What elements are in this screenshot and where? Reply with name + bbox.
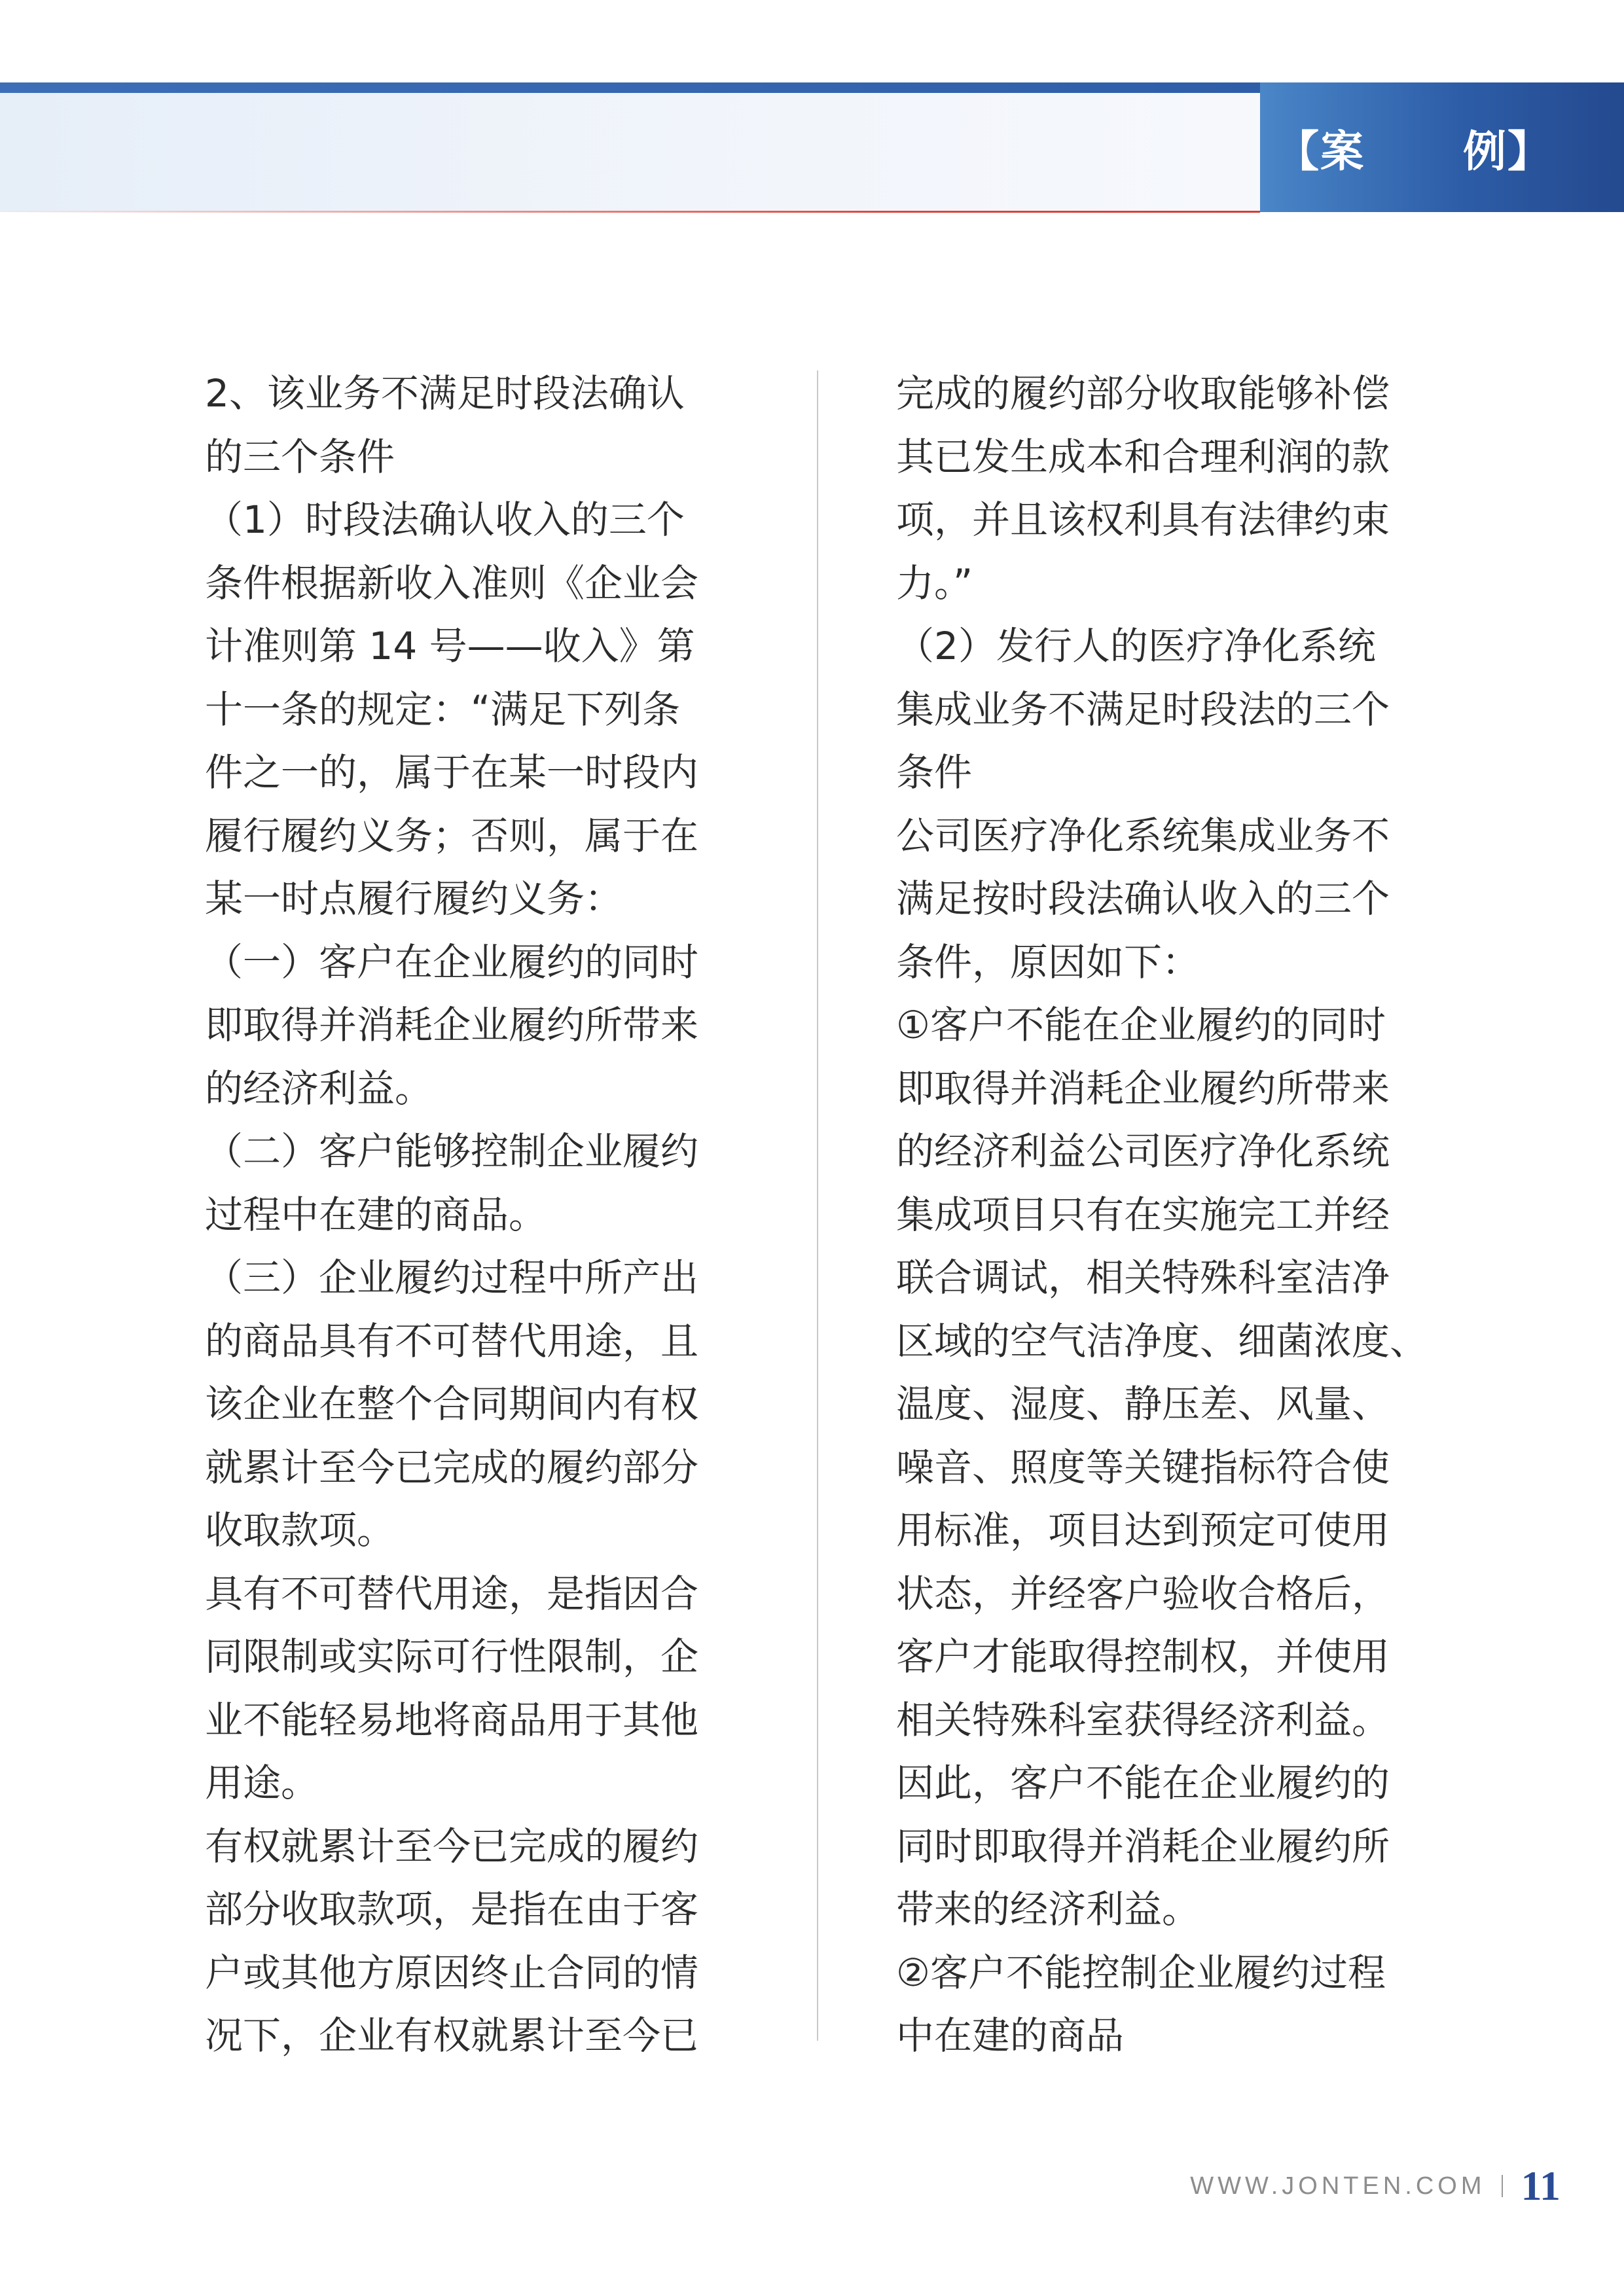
text-line: 收取款项。 [205,1508,395,1552]
text-line: 联合调试，相关特殊科室洁净 [896,1255,1390,1300]
column-divider [817,370,818,2041]
text-line: （一）客户在企业履约的同时 [205,939,699,984]
text-line: 噪音、照度等关键指标符合使 [896,1444,1390,1490]
left-text-column [205,362,715,2068]
text-line: 区域的空气洁净度、细菌浓度、 [896,1318,1428,1363]
text-line: 某一时点履行履约义务： [205,876,623,921]
text-line: 过程中在建的商品。 [205,1192,547,1237]
text-line: 条件 [896,750,973,795]
text-line: （三）企业履约过程中所产出 [205,1255,699,1300]
text-line: 的商品具有不可替代用途，且 [205,1318,699,1363]
text-line: ①客户不能在企业履约的同时 [896,1003,1386,1047]
text-line: 力。” [896,560,973,605]
text-line: 件之一的，属于在某一时段内 [205,750,699,795]
text-line: ②客户不能控制企业履约过程 [896,1950,1386,1995]
text-line: （1）时段法确认收入的三个 [205,497,685,542]
text-line: 即取得并消耗企业履约所带来 [205,1003,699,1047]
text-line: 该企业在整个合同期间内有权 [205,1382,699,1426]
text-line: 户或其他方原因终止合同的情 [205,1950,699,1995]
text-line: 业不能轻易地将商品用于其他 [205,1697,699,1742]
footer-separator [1502,2175,1503,2197]
page-footer [1190,2160,1561,2212]
text-line: 计准则第 14 号——收入》第 [205,624,695,668]
text-line: 就累计至今已完成的履约部分 [205,1444,699,1490]
text-line: 中在建的商品 [896,2013,1125,2058]
text-line: 集成项目只有在实施完工并经 [896,1192,1390,1237]
text-line: 满足按时段法确认收入的三个 [896,876,1390,921]
page-number: 11 [1521,2162,1561,2209]
footer-website: WWW.JONTEN.COM [1190,2172,1486,2200]
text-line: 带来的经济利益。 [896,1887,1200,1931]
text-line: 其已发生成本和合理利润的款 [896,434,1390,479]
text-line: 公司医疗净化系统集成业务不 [896,813,1390,858]
text-line: 用途。 [205,1761,319,1805]
text-line: 履行履约义务；否则，属于在 [205,813,699,858]
text-line: （二）客户能够控制企业履约 [205,1129,699,1174]
right-text-column [896,362,1428,2068]
text-line: 十一条的规定：“满足下列条 [205,687,681,732]
text-line: 2、该业务不满足时段法确认 [205,371,685,416]
text-line: 况下，企业有权就累计至今已 [205,2013,699,2058]
header-accent-rule [0,211,1260,213]
text-line: 集成业务不满足时段法的三个 [896,687,1390,732]
text-line: 即取得并消耗企业履约所带来 [896,1066,1390,1111]
text-line: 条件，原因如下： [896,939,1200,984]
text-line: 客户才能取得控制权，并使用 [896,1634,1390,1679]
header-band [0,82,1260,212]
text-line: 部分收取款项，是指在由于客 [205,1887,699,1931]
header-top-rule [0,82,1260,93]
text-line: 的经济利益公司医疗净化系统 [896,1129,1390,1174]
section-tab-label: 【案 例】 [1276,126,1552,177]
text-line: 条件根据新收入准则《企业会 [205,560,699,605]
text-line: 具有不可替代用途，是指因合 [205,1571,699,1616]
text-line: 因此，客户不能在企业履约的 [896,1761,1390,1805]
text-line: 完成的履约部分收取能够补偿 [896,371,1390,416]
text-line: 的经济利益。 [205,1066,433,1111]
text-line: 项，并且该权利具有法律约束 [896,497,1390,542]
text-line: 同时即取得并消耗企业履约所 [896,1823,1390,1869]
text-line: 用标准，项目达到预定可使用 [896,1508,1390,1552]
text-line: 同限制或实际可行性限制，企 [205,1634,699,1679]
section-tab [1260,82,1624,212]
text-line: （2）发行人的医疗净化系统 [896,624,1376,668]
text-line: 温度、湿度、静压差、风量、 [896,1382,1390,1426]
text-line: 有权就累计至今已完成的履约 [205,1823,699,1869]
text-line: 状态，并经客户验收合格后， [896,1571,1390,1616]
text-line: 相关特殊科室获得经济利益。 [896,1697,1390,1742]
text-line: 的三个条件 [205,434,395,479]
